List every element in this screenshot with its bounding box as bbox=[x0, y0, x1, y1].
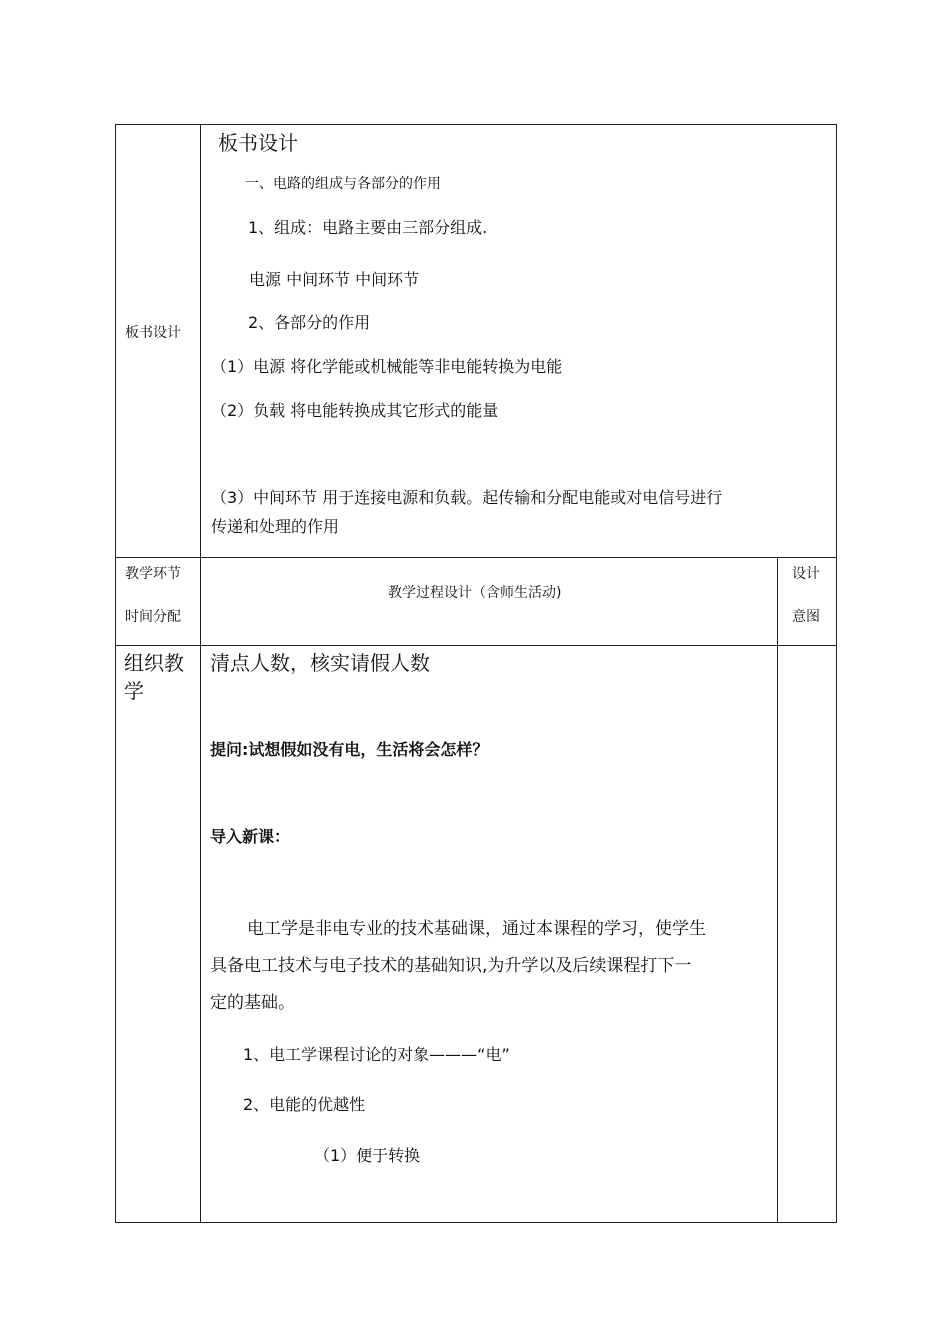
composition-item: 1、组成：电路主要由三部分组成. bbox=[248, 218, 488, 237]
board-design-label-cell bbox=[116, 125, 201, 558]
intent-header: 意图 bbox=[792, 609, 820, 625]
organize-teaching-label-line2: 学 bbox=[124, 679, 144, 703]
time-allocation-header: 时间分配 bbox=[125, 609, 181, 625]
roll-call-text: 清点人数，核实请假人数 bbox=[210, 651, 430, 675]
point-advantages: 2、电能的优越性 bbox=[243, 1095, 366, 1114]
intro-paragraph-line2: 具备电工技术与电子技术的基础知识,为升学以及后续课程打下一 bbox=[210, 956, 692, 976]
process-design-header: 教学过程设计（含师生活动) bbox=[388, 585, 562, 601]
process-header-row bbox=[116, 558, 837, 646]
design-intent-cell bbox=[778, 646, 837, 1223]
intro-label: 导入新课： bbox=[210, 827, 291, 846]
organize-teaching-label-line1: 组织教 bbox=[124, 651, 184, 675]
intro-paragraph-line3: 定的基础。 bbox=[210, 993, 295, 1013]
board-design-content-cell bbox=[201, 125, 837, 558]
role-power-source: （1）电源 将化学能或机械能等非电能转换为电能 bbox=[211, 357, 563, 376]
design-header: 设计 bbox=[792, 566, 820, 582]
role-intermediate-line2: 传递和处理的作用 bbox=[211, 517, 340, 536]
role-load: （2）负载 将电能转换成其它形式的能量 bbox=[211, 401, 499, 420]
point-object-of-study: 1、电工学课程讨论的对象———“电” bbox=[243, 1045, 510, 1064]
board-design-label: 板书设计 bbox=[125, 325, 181, 341]
stage-time-header-cell bbox=[116, 558, 201, 646]
intro-paragraph-line1: 电工学是非电专业的技术基础课，通过本课程的学习，使学生 bbox=[247, 919, 706, 939]
organize-teaching-row bbox=[116, 646, 837, 1223]
stage-header: 教学环节 bbox=[125, 566, 181, 582]
question-text: 提问:试想假如没有电，生活将会怎样？ bbox=[210, 740, 489, 759]
organize-teaching-content-cell bbox=[201, 646, 778, 1223]
sub-point-easy-conversion: （1）便于转换 bbox=[314, 1146, 421, 1165]
role-intermediate-line1: （3）中间环节 用于连接电源和负载。起传输和分配电能或对电信号进行 bbox=[211, 488, 723, 507]
lesson-plan-table bbox=[115, 124, 837, 1223]
section-title: 一、电路的组成与各部分的作用 bbox=[245, 176, 441, 192]
design-intent-header-cell bbox=[778, 558, 837, 646]
components-line: 电源 中间环节 中间环节 bbox=[249, 270, 420, 289]
board-design-row bbox=[116, 125, 837, 558]
board-heading: 板书设计 bbox=[218, 131, 298, 155]
organize-teaching-label-cell bbox=[116, 646, 201, 1223]
roles-item: 2、各部分的作用 bbox=[248, 313, 371, 332]
process-design-header-cell bbox=[201, 558, 778, 646]
